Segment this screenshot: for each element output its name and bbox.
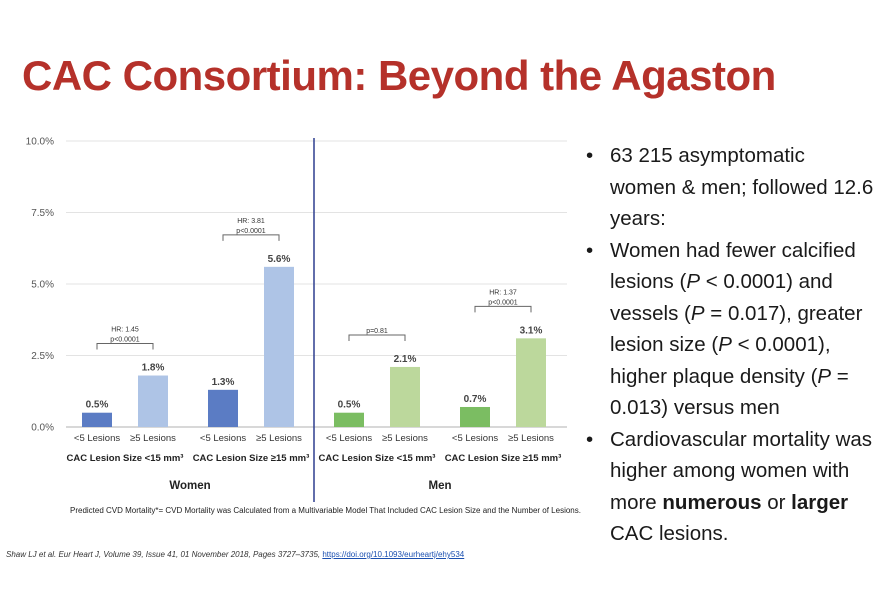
bar bbox=[82, 413, 112, 427]
bar-value-label: 2.1% bbox=[393, 353, 417, 365]
panel-label-women: Women bbox=[169, 480, 211, 492]
y-tick-label: 5.0% bbox=[31, 279, 54, 291]
bar-value-label: 3.1% bbox=[519, 325, 543, 337]
bar-value-label: 1.8% bbox=[141, 362, 165, 374]
x-tick-label: ≥5 Lesions bbox=[130, 433, 176, 444]
bar bbox=[516, 338, 546, 427]
x-tick-label: ≥5 Lesions bbox=[382, 433, 428, 444]
bar-value-label: 0.5% bbox=[337, 399, 361, 411]
x-tick-label: ≥5 Lesions bbox=[256, 433, 302, 444]
group-label: CAC Lesion Size ≥15 mm³ bbox=[444, 453, 562, 464]
bar bbox=[138, 376, 168, 427]
x-tick-label: ≥5 Lesions bbox=[508, 433, 554, 444]
hazard-ratio-label: HR: 1.37 bbox=[489, 289, 517, 297]
chart-footnote: Predicted CVD Mortality*= CVD Mortality was Calculated from a Multivariable Model That Included CAC Lesion Size and the Number of Lesions. bbox=[70, 506, 581, 515]
x-tick-label: <5 Lesions bbox=[199, 433, 247, 444]
significance-bracket bbox=[97, 344, 153, 350]
hazard-ratio-label: HR: 3.81 bbox=[237, 217, 265, 225]
y-tick-label: 0.0% bbox=[31, 422, 54, 434]
bullet-mortality: • Cardiovascular mortality was higher among women with more numerous or larger CAC lesions. bbox=[582, 424, 874, 550]
significance-bracket bbox=[475, 306, 531, 312]
significance-bracket bbox=[223, 235, 279, 241]
bullet-cohort: • 63 215 asymptomatic women & men; followed 12.6 years: bbox=[582, 140, 874, 235]
significance-bracket bbox=[349, 335, 405, 341]
bar-value-label: 1.3% bbox=[211, 376, 235, 388]
citation bbox=[6, 550, 464, 559]
panel-label-men: Men bbox=[428, 480, 452, 492]
group-label: CAC Lesion Size <15 mm³ bbox=[318, 453, 436, 464]
citation-text: Shaw LJ et al. Eur Heart J, Volume 39, Issue 41, 01 November 2018, Pages 3727–3735, bbox=[6, 550, 323, 559]
p-value-label: p=0.81 bbox=[366, 327, 388, 335]
group-label: CAC Lesion Size <15 mm³ bbox=[66, 453, 184, 464]
bar bbox=[208, 390, 238, 427]
mortality-bar-chart bbox=[0, 120, 572, 510]
bar bbox=[264, 267, 294, 427]
x-tick-label: <5 Lesions bbox=[325, 433, 373, 444]
bar bbox=[460, 407, 490, 427]
bar-value-label: 0.5% bbox=[85, 399, 109, 411]
group-label: CAC Lesion Size ≥15 mm³ bbox=[192, 453, 310, 464]
bullet-women-lesions: • Women had fewer calcified lesions (P < 0.0001) and vessels (P = 0.017), greater lesion size (P < 0.0001), higher plaque density (P = 0.013) versus men bbox=[582, 235, 874, 424]
bar-value-label: 5.6% bbox=[267, 253, 291, 265]
x-tick-label: <5 Lesions bbox=[73, 433, 121, 444]
y-tick-label: 10.0% bbox=[25, 136, 54, 148]
p-value-label: p<0.0001 bbox=[488, 299, 518, 307]
hazard-ratio-label: HR: 1.45 bbox=[111, 326, 139, 334]
bar-value-label: 0.7% bbox=[463, 393, 487, 405]
bar bbox=[334, 413, 364, 427]
slide-title: CAC Consortium: Beyond the Agaston bbox=[22, 52, 776, 99]
citation-link[interactable]: https://doi.org/10.1093/eurheartj/ehy534 bbox=[322, 550, 465, 559]
bullet-list bbox=[582, 140, 874, 550]
p-value-label: p<0.0001 bbox=[110, 336, 140, 344]
y-tick-label: 7.5% bbox=[31, 208, 54, 219]
x-tick-label: <5 Lesions bbox=[451, 433, 499, 444]
y-tick-label: 2.5% bbox=[31, 351, 54, 362]
p-value-label: p<0.0001 bbox=[236, 227, 266, 235]
bar bbox=[390, 367, 420, 427]
